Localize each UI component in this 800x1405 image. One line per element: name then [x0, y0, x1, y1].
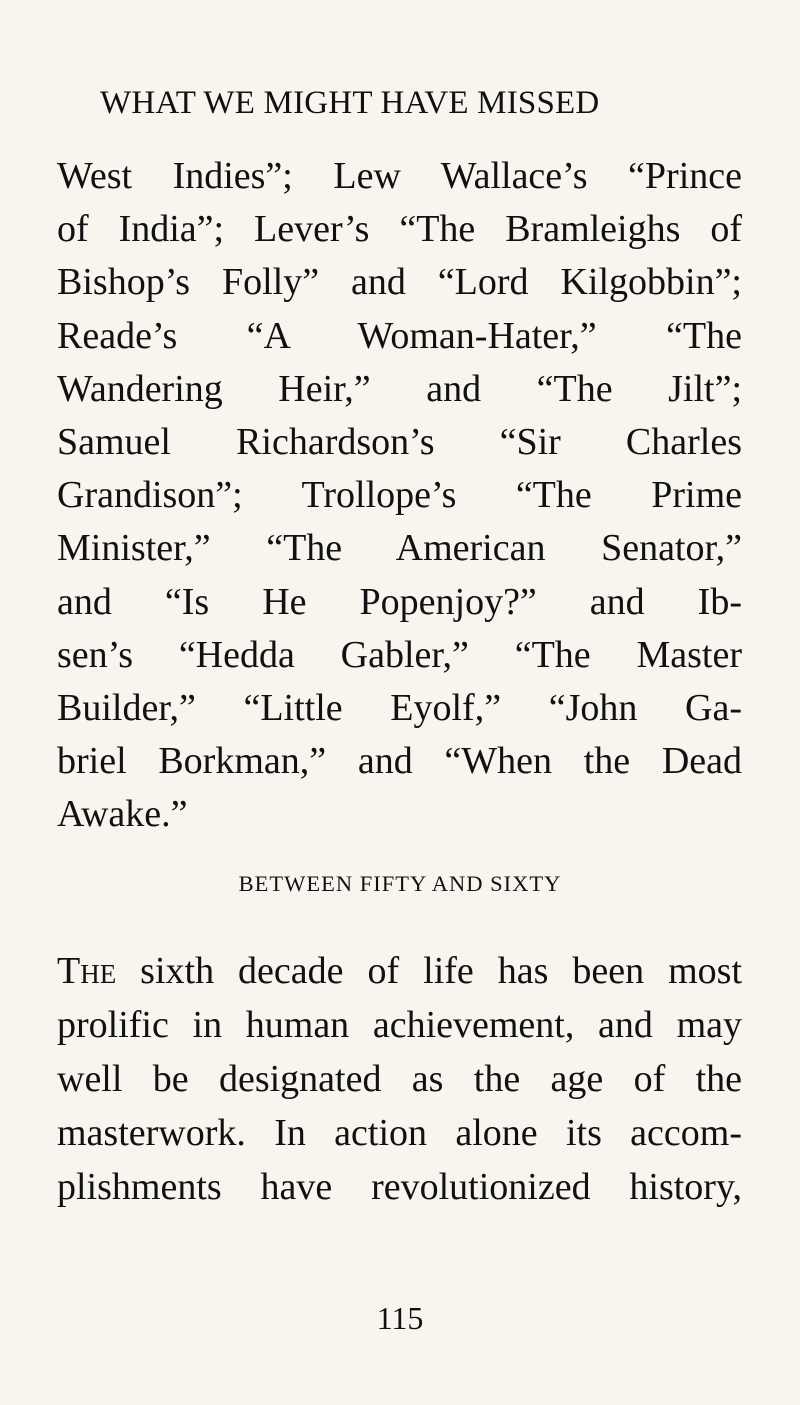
running-head: WHAT WE MIGHT HAVE MISSED [100, 85, 600, 121]
text-line: well be designated as the age of the [57, 1058, 742, 1100]
text-line: Grandison”; Trollope’s “The Prime [57, 474, 742, 517]
text-line: plishments have revolutionized history, [57, 1166, 742, 1208]
text-line: sen’s “Hedda Gabler,” “The Master [57, 633, 742, 676]
text-line: Builder,” “Little Eyolf,” “John Ga- [57, 687, 742, 730]
text-line: and “Is He Popenjoy?” and Ib- [57, 580, 742, 623]
text-line: Minister,” “The American Senator,” [57, 527, 742, 570]
text-line: Reade’s “A Woman-Hater,” “The [57, 314, 742, 357]
text-line: Awake.” [57, 793, 188, 836]
text-line: West Indies”; Lew Wallace’s “Prince [57, 155, 742, 197]
text-line-first [57, 944, 742, 998]
text-line: prolific in human achievement, and may [57, 1004, 742, 1046]
paragraph-continued [57, 150, 742, 842]
paragraph-section [57, 944, 742, 1214]
section-heading: BETWEEN FIFTY AND SIXTY [238, 871, 562, 896]
small-caps-opening-word: The [57, 950, 117, 992]
text-line: Wandering Heir,” and “The Jilt”; [57, 367, 742, 410]
text-line: briel Borkman,” and “When the Dead [57, 740, 742, 783]
text-line-rest: sixth decade of life has been most [116, 950, 742, 992]
text-line: masterwork. In action alone its accom- [57, 1112, 742, 1154]
text-line: Samuel Richardson’s “Sir Charles [57, 421, 742, 464]
page-number: 115 [376, 1300, 424, 1336]
text-line: of India”; Lever’s “The Bramleighs of [57, 208, 742, 251]
text-line: Bishop’s Folly” and “Lord Kilgobbin”; [57, 261, 742, 304]
